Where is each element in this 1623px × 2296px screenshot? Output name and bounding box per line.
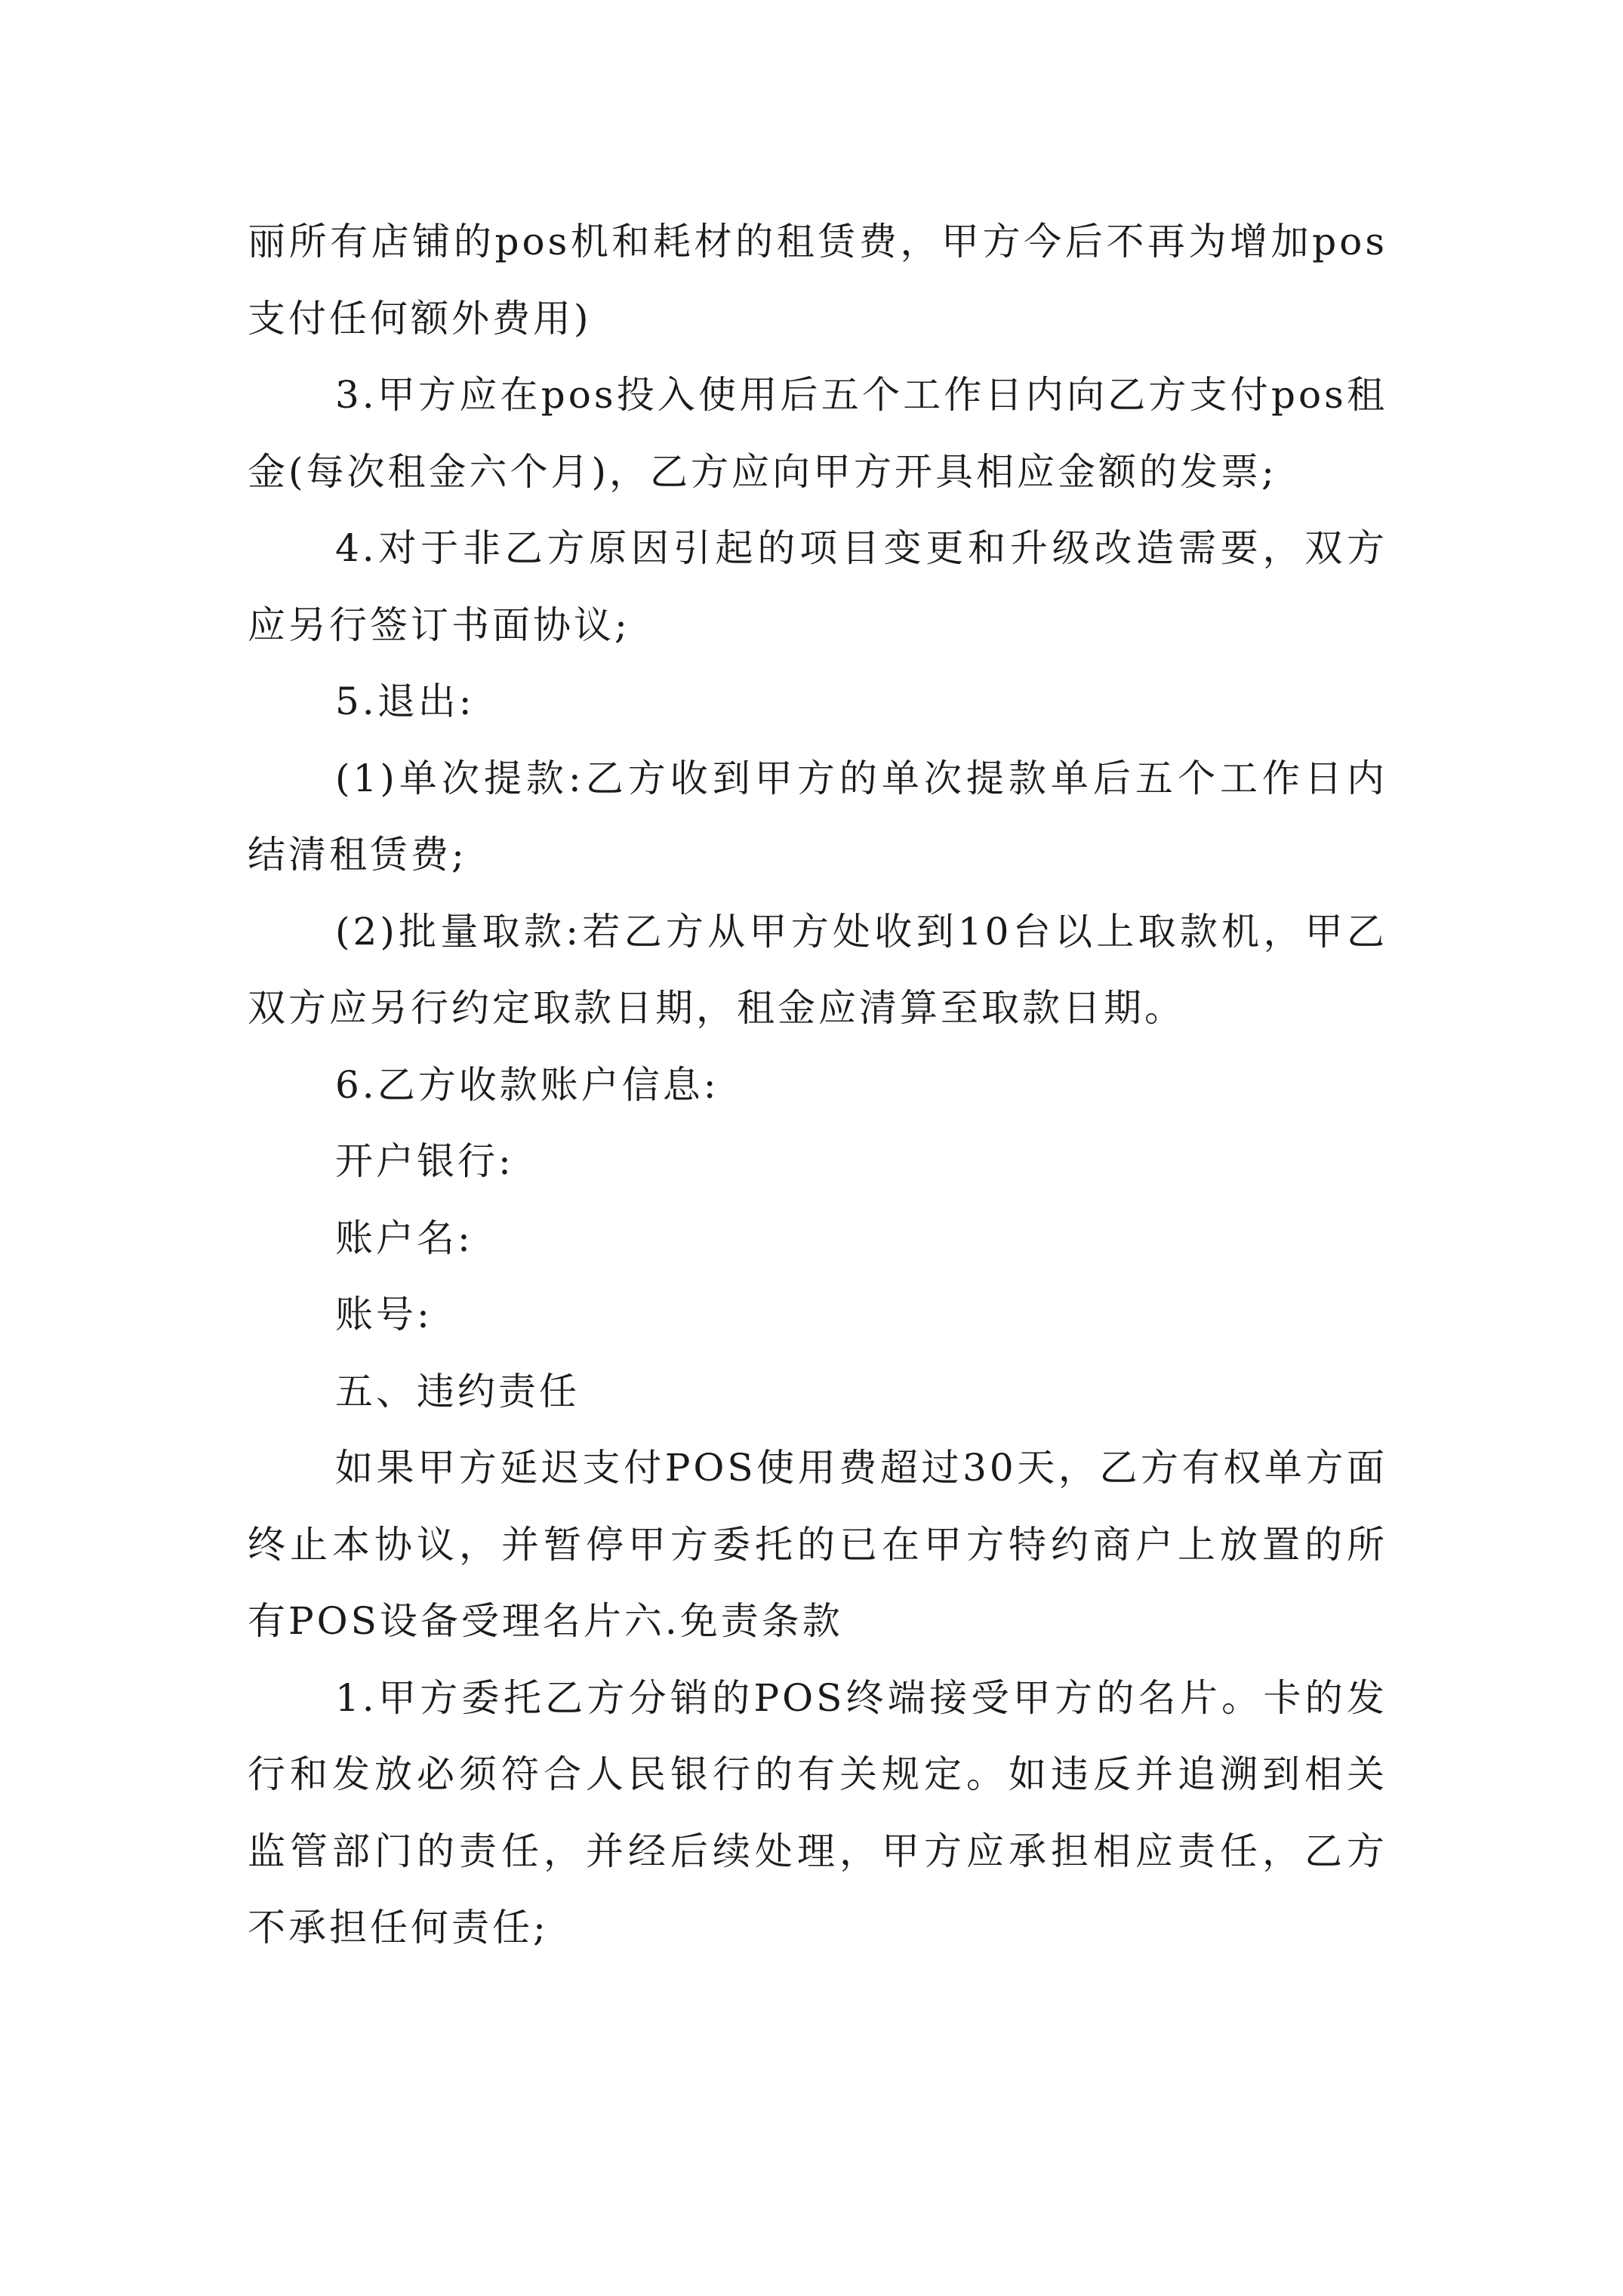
- paragraph: (2)批量取款:若乙方从甲方处收到10台以上取款机，甲乙双方应另行约定取款日期，租金应清算至取款日期。: [248, 909, 1387, 1030]
- paragraph: 6.乙方收款账户信息:: [335, 1062, 719, 1107]
- paragraph: 如果甲方延迟支付POS使用费超过30天，乙方有权单方面终止本协议，并暂停甲方委托的已在甲方特约商户上放置的所有POS设备受理名片六.免责条款: [248, 1446, 1387, 1643]
- paragraph: 4.对于非乙方原因引起的项目变更和升级改造需要，双方应另行签订书面协议;: [248, 526, 1387, 647]
- paragraph: 账户名:: [335, 1216, 473, 1260]
- paragraph: 开户银行:: [335, 1139, 514, 1183]
- document-body: [248, 204, 1387, 1967]
- paragraph: 五、违约责任: [335, 1369, 580, 1413]
- paragraph: 5.退出:: [335, 680, 475, 723]
- paragraph: (1)单次提款:乙方收到甲方的单次提款单后五个工作日内结清租赁费;: [248, 756, 1387, 877]
- paragraph: 丽所有店铺的pos机和耗材的租赁费，甲方今后不再为增加pos支付任何额外费用): [248, 220, 1387, 341]
- paragraph: 3.甲方应在pos投入使用后五个工作日内向乙方支付pos租金(每次租金六个月)，乙方应向甲方开具相应金额的发票;: [248, 373, 1387, 494]
- paragraph: 账号:: [335, 1293, 433, 1336]
- paragraph: 1.甲方委托乙方分销的POS终端接受甲方的名片。卡的发行和发放必须符合人民银行的有关规定。如违反并追溯到相关监管部门的责任，并经后续处理，甲方应承担相应责任，乙方不承担任何责任;: [248, 1675, 1387, 1949]
